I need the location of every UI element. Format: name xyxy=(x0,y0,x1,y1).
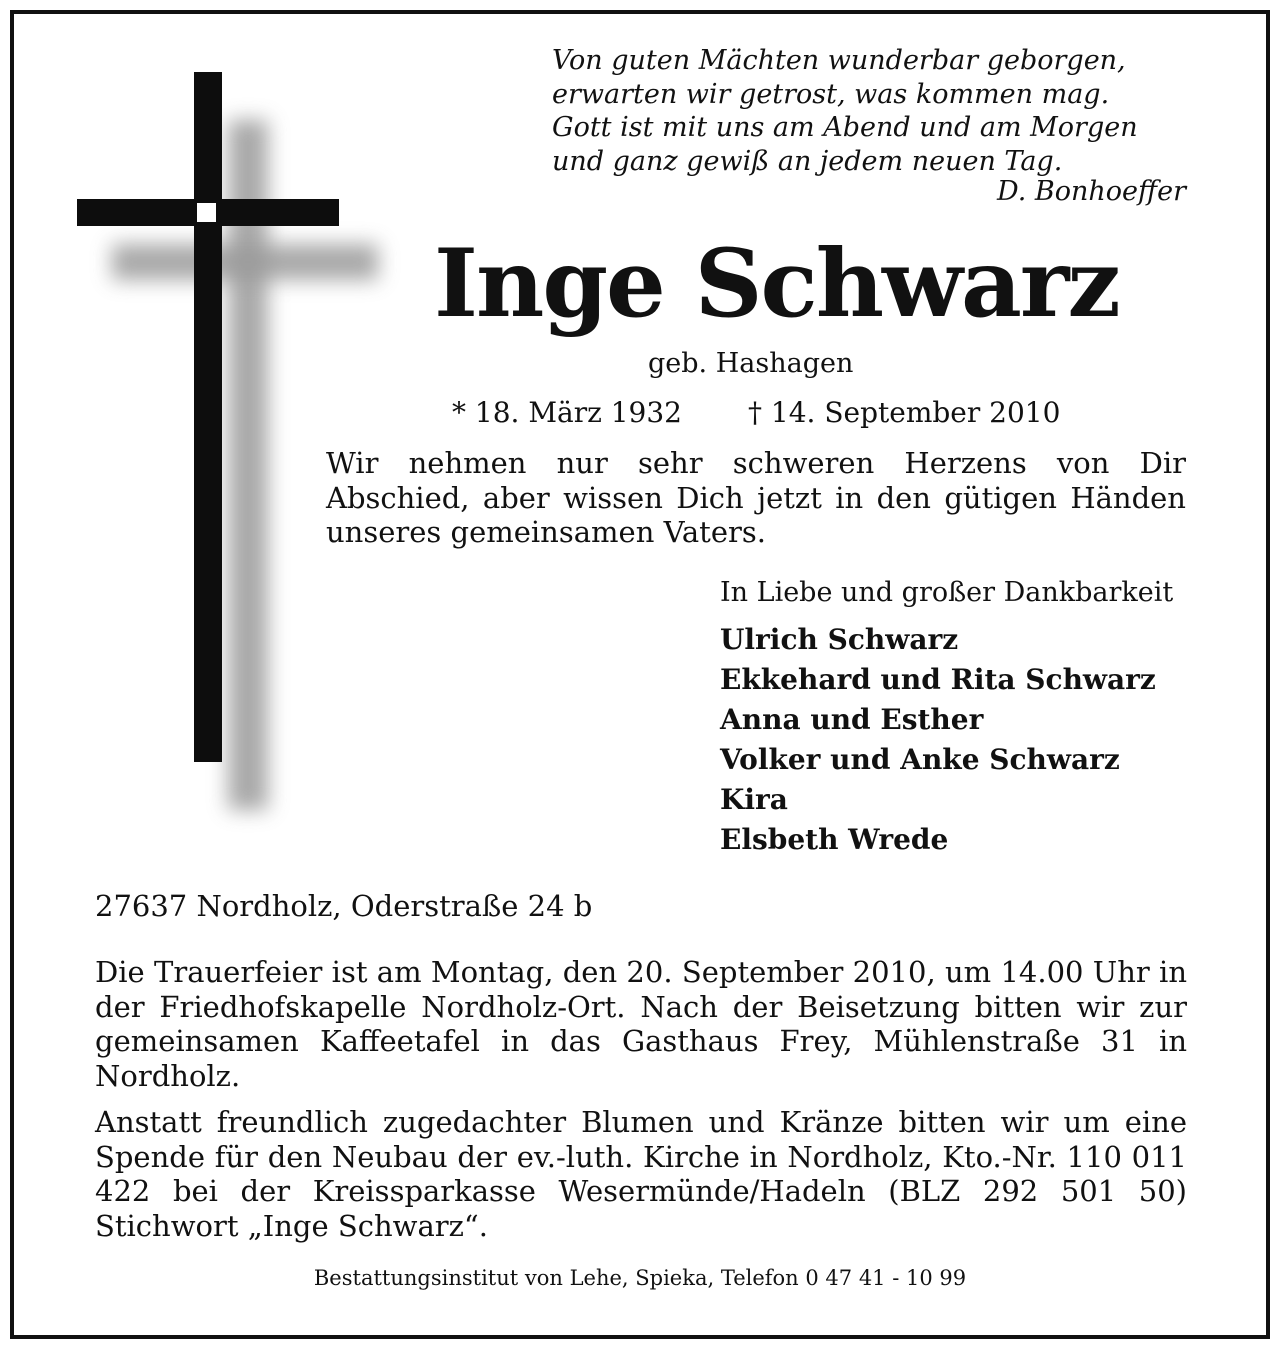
donation-request: Anstatt freundlich zugedachter Blumen und Kränze bitten wir um eine Spende für den Neubau der ev.-luth. Kirche in Nordholz, Kto.-Nr. 110 011 422 bei der Kreissparkasse Wesermünde/Hadeln (BLZ 292 501 50) Stichwort „Inge Schwarz“. xyxy=(95,1105,1187,1243)
deceased-name: Inge Schwarz xyxy=(434,229,1119,339)
gratitude-line: In Liebe und großer Dankbarkeit xyxy=(720,577,1174,608)
mourner-name: Elsbeth Wrede xyxy=(720,823,949,856)
quote-author: D. Bonhoeffer xyxy=(997,176,1186,207)
farewell-text: Wir nehmen nur sehr schweren Herzens von Dir Abschied, aber wissen Dich jetzt in den gütigen Händen unseres gemeinsamen Vaters. xyxy=(326,446,1186,549)
quote-line: Gott ist mit uns am Abend und am Morgen xyxy=(552,112,1138,143)
family-address: 27637 Nordholz, Oderstraße 24 b xyxy=(95,889,593,923)
mourner-name: Ulrich Schwarz xyxy=(720,623,959,656)
mourner-name: Volker und Anke Schwarz xyxy=(720,743,1120,776)
cross-icon xyxy=(194,72,222,762)
mourner-name: Anna und Esther xyxy=(720,703,984,736)
cross-shadow-horizontal xyxy=(112,244,378,280)
quote-line: und ganz gewiß an jedem neuen Tag. xyxy=(552,145,1063,177)
funeral-details: Die Trauerfeier ist am Montag, den 20. September 2010, um 14.00 Uhr in der Friedhofskapelle Nordholz-Ort. Nach der Beisetzung bitten wir zur gemeinsamen Kaffeetafel in das Gasthaus Frey, Mühlenstraße 31 in Nordholz. xyxy=(95,955,1187,1093)
funeral-home-footer: Bestattungsinstitut von Lehe, Spieka, Telefon 0 47 41 - 10 99 xyxy=(313,1266,967,1290)
cross-center-square xyxy=(197,203,216,222)
quote-line: erwarten wir getrost, was kommen mag. xyxy=(552,78,1110,110)
mourners-list xyxy=(720,620,1156,860)
death-date: † 14. September 2010 xyxy=(748,396,1061,429)
bonhoeffer-quote xyxy=(552,44,1188,178)
birth-date: * 18. März 1932 xyxy=(452,396,682,429)
mourner-name: Ekkehard und Rita Schwarz xyxy=(720,663,1156,696)
mourner-name: Kira xyxy=(720,783,788,816)
quote-line: Von guten Mächten wunderbar geborgen, xyxy=(552,45,1126,76)
maiden-name: geb. Hashagen xyxy=(648,348,854,379)
